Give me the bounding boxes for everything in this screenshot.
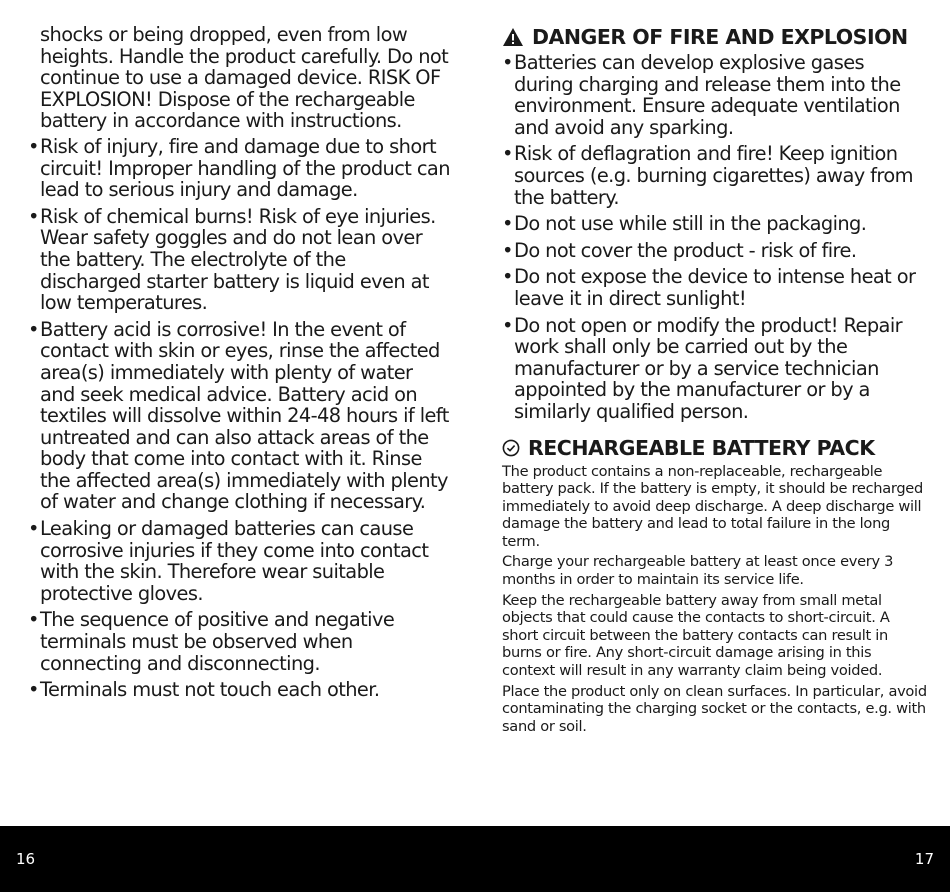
- bullet-marker: •: [502, 238, 513, 262]
- bullet-marker: •: [28, 204, 39, 228]
- warning-icon: [502, 27, 524, 47]
- danger-heading-text: DANGER OF FIRE AND EXPLOSION: [532, 25, 908, 49]
- bullet-text: Leaking or damaged batteries can cause corrosive injuries if they come into contact with the skin. Therefore wear suitable protective gloves.: [40, 517, 429, 605]
- bullet-item: [28, 609, 450, 674]
- continued-text: shocks or being dropped, even from low heights. Handle the product carefully. Do not continue to use a damaged device. RISK OF EXPLOSION! Dispose of the rechargeable battery in accordance with instructions.: [40, 23, 449, 133]
- battery-heading: [502, 435, 927, 461]
- bullet-item: [502, 240, 927, 262]
- bullet-text: Do not expose the device to intense heat or leave it in direct sunlight!: [514, 265, 916, 310]
- bullet-marker: •: [28, 317, 39, 341]
- bullet-item: [28, 136, 450, 201]
- bullet-marker: •: [502, 51, 513, 74]
- bullet-text: Do not use while still in the packaging.: [514, 212, 867, 236]
- bullet-item: [502, 315, 927, 423]
- bullet-text: Batteries can develop explosive gases during charging and release them into the environment. Ensure adequate ventilation and avoid any sparking.: [514, 51, 901, 139]
- page-footer: [0, 826, 950, 892]
- bullet-item: [28, 319, 450, 513]
- bullet-text: The sequence of positive and negative terminals must be observed when connecting and disconnecting.: [40, 608, 395, 675]
- bullet-text: Risk of chemical burns! Risk of eye injuries. Wear safety goggles and do not lean over the battery. The electrolyte of the discharged starter battery is liquid even at low temperatures.: [40, 204, 436, 315]
- bullet-item: [28, 518, 450, 604]
- bullet-text: Do not open or modify the product! Repair work shall only be carried out by the manufacturer or by a service technician appointed by the manufacturer or by a similarly qualified person.: [514, 313, 902, 423]
- bullet-marker: •: [502, 142, 513, 166]
- bullet-text: Battery acid is corrosive! In the event of contact with skin or eyes, rinse the affected area(s) immediately with plenty of water and seek medical advice. Battery acid on textiles will dissolve within 24-48 hours if left untreated and can also attack areas of the body that come into contact with it. Rinse the affected area(s) immediately with plenty of water and change clothing if necessary.: [40, 317, 449, 514]
- bullet-item: [502, 143, 927, 208]
- page-number-left: 16: [16, 850, 36, 868]
- bullet-marker: •: [28, 134, 39, 158]
- bullet-marker: •: [28, 517, 39, 541]
- bullet-marker: •: [502, 212, 513, 236]
- bullet-text: Terminals must not touch each other.: [40, 678, 380, 702]
- paragraph: Keep the rechargeable battery away from small metal objects that could cause the contacts to short-circuit. A short circuit between the battery contacts can result in burns or fire. Any short-circuit damage arising in this context will result in any warranty claim being voided.: [502, 591, 890, 680]
- bullet-marker: •: [28, 608, 39, 632]
- battery-heading-text: RECHARGEABLE BATTERY PACK: [528, 435, 875, 460]
- bullet-item: [28, 679, 450, 701]
- bullet-marker: •: [502, 265, 513, 289]
- paragraph: Charge your rechargeable battery at least once every 3 months in order to maintain its service life.: [502, 553, 894, 589]
- danger-heading: [502, 24, 927, 50]
- bullet-marker: •: [28, 678, 39, 702]
- paragraph: The product contains a non-replaceable, rechargeable battery pack. If the battery is empty, it should be recharged immediately to avoid deep discharge. A deep discharge will damage the battery and lead to total failure in the long term.: [502, 462, 923, 550]
- page-number-right: 17: [914, 850, 934, 868]
- paragraph: Place the product only on clean surfaces. In particular, avoid contaminating the charging socket or the contacts, e.g. with sand or soil.: [502, 682, 927, 735]
- bullet-item: [28, 206, 450, 314]
- bullet-text: Risk of deflagration and fire! Keep ignition sources (e.g. burning cigarettes) away from the battery.: [514, 142, 913, 209]
- right-column: [502, 24, 927, 738]
- bullet-text: Do not cover the product - risk of fire.: [514, 238, 857, 262]
- bullet-item: [502, 52, 927, 138]
- bullet-marker: •: [502, 313, 513, 337]
- check-circle-icon: [502, 439, 520, 457]
- bullet-text: Risk of injury, fire and damage due to short circuit! Improper handling of the product can lead to serious injury and damage.: [40, 134, 450, 202]
- bullet-item: [502, 213, 927, 235]
- bullet-item: [502, 266, 927, 309]
- left-column: [28, 24, 450, 706]
